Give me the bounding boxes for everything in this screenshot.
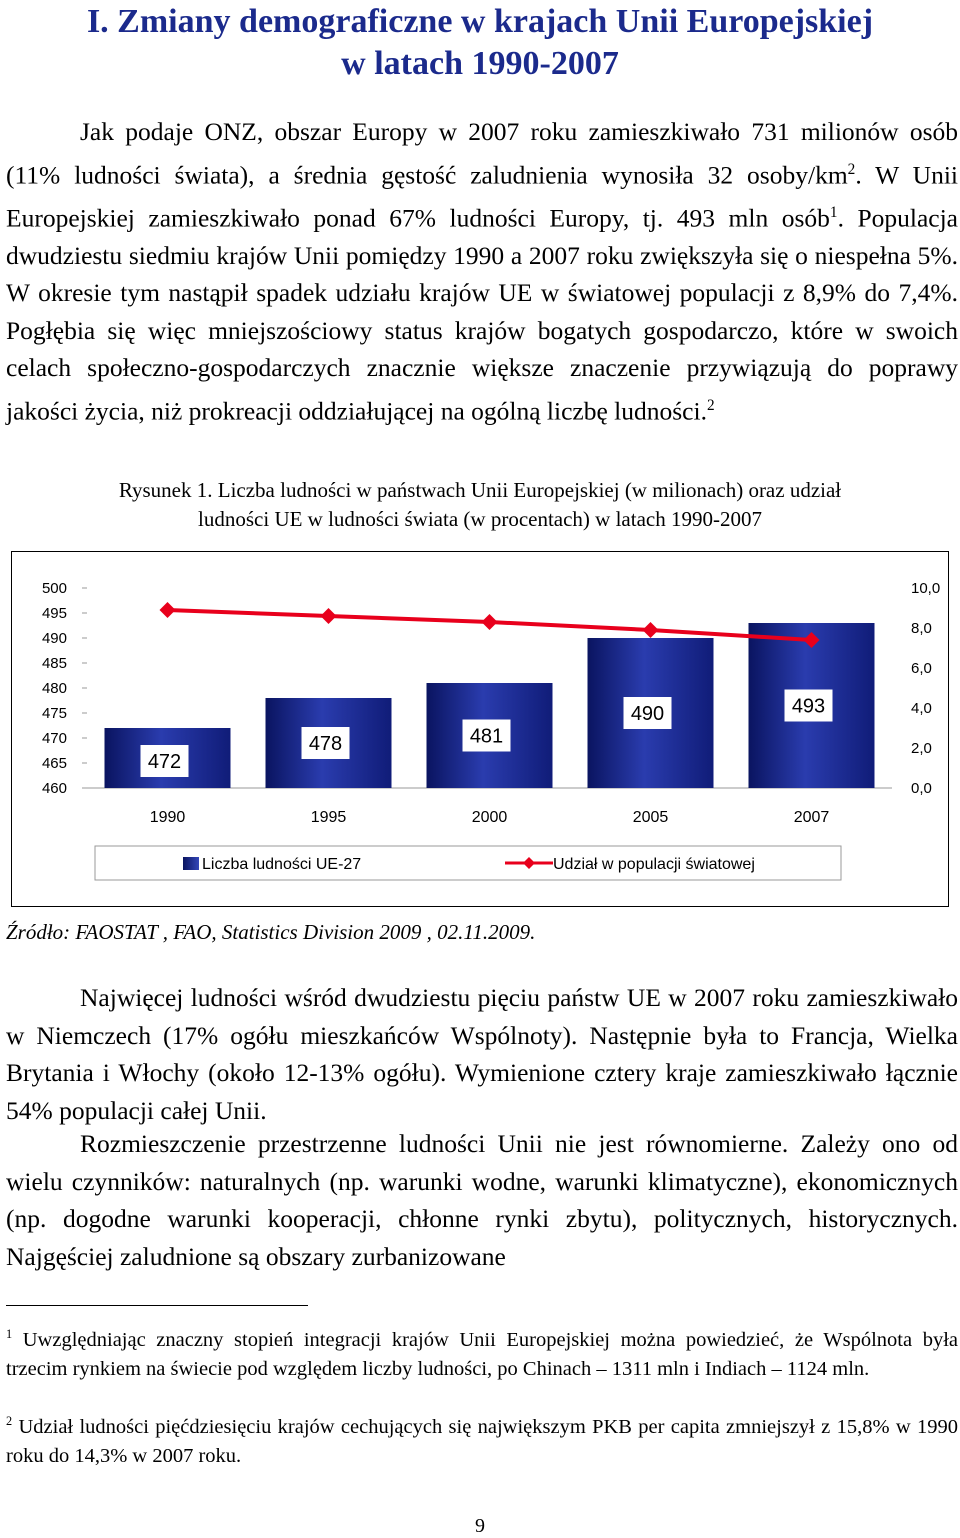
right-axis-tick-label: 10,0 [911,580,941,597]
left-axis-tick-label: 470 [41,730,67,747]
world-share-marker-1995 [321,608,337,624]
footnote-1: $^1$ Uwzględniając znaczny stopień integracji krajów Unii Europejskiej można powiedzieć, że Wspólnota była trzecim rynkiem na świecie pod względem liczby ludności, po Chinach – 1311 mln i Indiach – 1124 mln. [6,1327,958,1380]
page-number: 9 [475,1515,485,1537]
data-label-2007: 493 [791,695,826,718]
category-label-2007: 2007 [793,809,830,826]
world-share-marker-1990 [160,602,176,618]
right-axis-tick-label: 8,0 [911,620,932,637]
category-label-2005: 2005 [632,809,669,826]
chart-frame [11,551,949,907]
population-chart [12,552,948,906]
page-title-line-1: I. Zmiany demograficzne w krajach Unii Europejskiej [86,3,874,40]
left-axis-tick-label: 500 [41,580,67,597]
data-label-2005: 490 [630,703,665,725]
left-axis-tick-label: 460 [41,780,67,797]
figure-source: Źródło: FAOSTAT , FAO, Statistics Division 2009 , 02.11.2009. [6,920,536,944]
footnote-ref-2: 2 [847,160,856,178]
figure-caption-line-1: Rysunek 1. Liczba ludności w państwach Unii Europejskiej (w milionach) oraz udział [118,478,842,502]
category-label-1995: 1995 [310,809,347,826]
footnote-ref-1: 1 [829,203,838,221]
page-title-line-2: w latach 1990-2007 [341,45,619,82]
figure-caption-line-2: ludności UE w ludności świata (w procentach) w latach 1990-2007 [198,507,762,531]
legend-label-population: Liczba ludności UE-27 [202,856,362,873]
intro-paragraph: Jak podaje ONZ, obszar Europy w 2007 roku zamieszkiwało 731 milionów osób (11% ludności świata), a średnia gęstość zaludnienia wynosiła 32 osoby/$km^2$. W Unii Europejskiej zamieszkiwało ponad 67% ludności Europy, tj. 493 mln osób$^1$. Populacja dwudziestu siedmiu krajów Unii pomiędzy 1990 a 2007 roku zwiększyła się o niespełna 5%. W okresie tym nastąpił spadek udziału krajów UE w światowej populacji z 8,9% do 7,4%. Pogłębia się więc mniejszościowy status krajów bogatych gospodarczo, które w swoich celach społeczno-gospodarczych znacznie większe znaczenie przywiązują do poprawy jakości życia, niż prokreacji oddziałującej na ogólną liczbę ludności.$^2$ [6,117,959,425]
right-axis-tick-label: 4,0 [911,700,932,717]
left-axis-tick-label: 465 [41,755,67,772]
footnote-divider [6,1305,308,1306]
left-axis-tick-label: 485 [41,655,67,672]
right-axis-tick-label: 6,0 [911,660,932,677]
left-axis-tick-label: 475 [41,705,67,722]
body-paragraph-1: Najwięcej ludności wśród dwudziestu pięciu państw UE w 2007 roku zamieszkiwało w Niemczech (17% ogółu mieszkańców Wspólnoty). Następnie była to Francja, Wielka Brytania i Włochy (około 12-13% ogółu). Wymienione cztery kraje zamieszkiwało łącznie 54% populacji całej Unii. [6,983,958,1125]
data-label-2000: 481 [469,725,504,748]
category-label-1990: 1990 [149,809,186,826]
body-paragraph-2: Rozmieszczenie przestrzenne ludności Unii nie jest równomierne. Zależy ono od wielu czynników: naturalnych (np. warunki wodne, warunki klimatyczne), ekonomicznych (np. dogodne warunki kooperacji, chłonne rynki zbytu), politycznych, historycznych. Najgęściej zaludnione są obszary zurbanizowane [6,1129,958,1271]
left-axis-tick-label: 495 [41,605,67,622]
left-axis-tick-label: 490 [41,630,67,647]
footnote-ref-2b: 2 [706,396,715,414]
footnote-2: $^2$ Udział ludności pięćdziesięciu krajów cechujących się największym PKB per capita zmniejszył z 15,8% w 1990 roku do 14,3% w 2007 roku. [6,1414,958,1467]
data-label-1995: 478 [308,733,343,755]
category-label-2000: 2000 [471,809,508,826]
world-share-marker-2000 [482,614,498,630]
left-axis-tick-label: 480 [41,680,67,697]
legend-swatch-bars [183,857,199,870]
world-share-marker-2005 [643,622,659,638]
legend-label-share: Udział w populacji światowej [553,856,755,873]
right-axis-tick-label: 2,0 [911,740,932,757]
data-label-1990: 472 [147,751,182,773]
right-axis-tick-label: 0,0 [911,780,932,797]
